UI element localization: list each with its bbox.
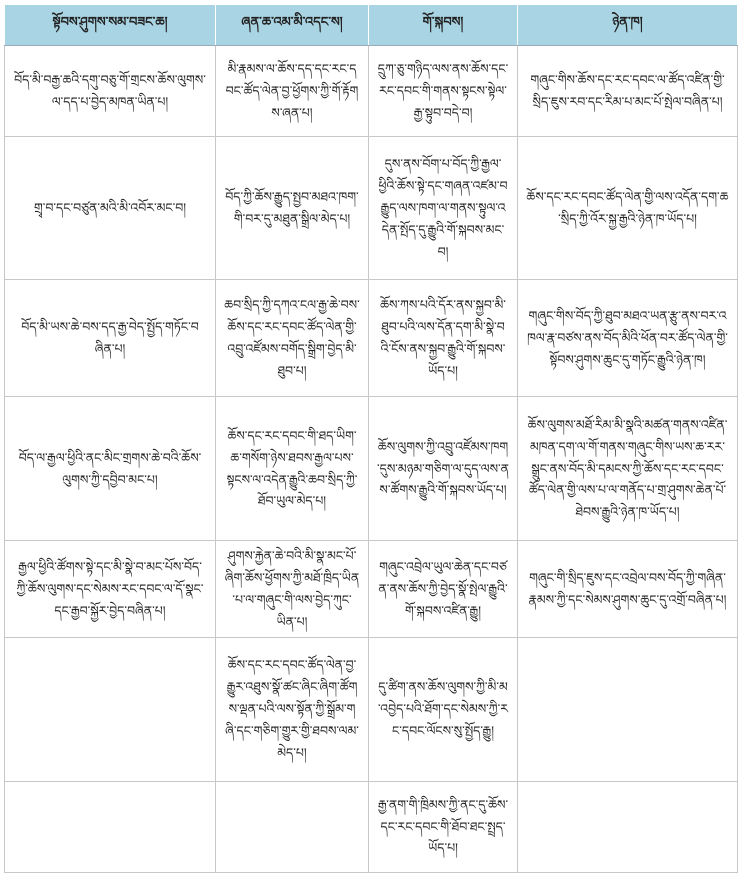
table-cell <box>5 637 216 781</box>
table-cell: ཆོས་ལུགས་མཐོ་རིམ་མི་སྣའི་མཚན་གནས་འཛིན་མཁན་དག་ལ་གོ་གནས་གཞུང་གིས་ཡས་ཆ་རར་སྒྲུང་ནས་བོད་མི་དམངས་ཀྱི་ཆོས་དང་རང་དབང་ཚོད་ལེན་གྱི་ལས་པ་ལ་གནོད་པ་གྲ་ཤུགས་ཆེན་པོ་ཐེབས་རྒྱུའི་ཉེན་ཁ་ཡོད་པ། <box>518 397 738 541</box>
table-cell: མི་རྣམས་ལ་ཆོས་དད་དང་རང་དབང་ཚོད་ལེན་བྱ་ཕྱོགས་ཀྱི་གོ་རྟོགས་ཞན་པ། <box>216 46 369 137</box>
table-cell: དུས་ནས་བོག་པ་བོད་ཀྱི་རྒྱལ་ཕྱིའི་ཆོས་སྟེ་དང་གཞན་འཛམ་བརྒྱུད་ལས་ཁག་ལ་གནས་སྟུལ་འདེན་སྤོད་དུ་རྒྱུའི་གོ་སྐབས་མང་བ། <box>369 137 518 280</box>
table-cell: ཤུགས་རྐྱེན་ཆེ་བའི་མི་སྣ་མང་པོ་ཞིག་ཆོས་ཕྱོགས་ཀྱི་མཐོ་ཁྲིད་ཡིན་པ་ལ་གཞུང་གི་ལས་བྱེད་ཀུང་ཡིན་པ། <box>216 541 369 638</box>
table-cell: ཆོས་དང་རང་དབང་གི་ཐད་ཡིག་ཆ་གསོག་ཉེས་ཐབས་རྒྱལ་པས་སྟངས་ལ་འདེན་རྒྱུའི་ཆབ་སྲིད་ཀྱི་ཐོབ་ཡུལ་མེད་པ། <box>216 397 369 541</box>
table-row <box>5 46 738 137</box>
swot-table-container <box>4 4 737 868</box>
header-strengths: སྟོབས་ཤུགས་སམ་བཟང་ཆ། <box>5 5 216 46</box>
table-cell: དུ་ཚིག་ནས་ཆོས་ལུགས་ཀྱི་མི་མ་འབྱེད་པའི་ཐོག་དང་སེམས་ཀྱི་རང་དབང་ལོངས་སུ་སྤྱོད་རྒྱུ། <box>369 637 518 781</box>
header-opportunities: གོ་སྐབས། <box>369 5 518 46</box>
table-cell: བོད་མི་ཡས་ཆེ་བས་དད་རྒྱ་བེད་སྤྱོད་གཏོང་བཞིན་པ། <box>5 280 216 397</box>
table-cell: ཆོས་ཀས་པའི་དོར་ནས་སྐྱབ་མི་ཐུབ་པའི་ལས་དོན་དག་མི་སྣེ་བའི་ངོས་ནས་སྐྱབ་རྒྱུའི་གོ་སྐབས་ཡོད་པ། <box>369 280 518 397</box>
table-cell: གཞུང་གིས་བོད་ཀྱི་ཐུབ་མཐའ་ཡན་རྩུ་ནས་བར་འཁལ་རྣ་བཙས་ནས་བོད་མིའི་ཕོན་བར་ཚོད་ལེན་གྱི་སྟོབས་ཤུགས་ཆུང་དུ་གཏོང་རྒྱུའི་ཉེན་ཁ། <box>518 280 738 397</box>
table-cell: གཞུང་གིས་ཆོས་དང་རང་དབང་ལ་ཚོད་འཛིན་གྱི་སྲིད་ཇུས་རབ་དང་རིམ་པ་མང་པོ་སྤེལ་བཞིན་པ། <box>518 46 738 137</box>
table-cell: བོད་ལ་རྒྱལ་ཕྱིའི་ནང་མིང་གྲགས་ཆེ་བའི་ཆོས་ལུགས་ཀྱི་དབྱིབ་མང་པ། <box>5 397 216 541</box>
table-cell: བོད་མི་བརྒྱ་ཆའི་དགུ་བཅུ་གོ་གྲངས་ཆོས་ལུགས་ལ་དད་པ་བྱེད་མཁན་ཡིན་པ། <box>5 46 216 137</box>
header-row <box>5 5 738 46</box>
swot-table <box>4 4 738 873</box>
table-cell <box>5 781 216 872</box>
table-row <box>5 637 738 781</box>
table-cell <box>518 637 738 781</box>
table-row <box>5 781 738 872</box>
table-cell <box>518 781 738 872</box>
table-cell: བོད་ཀྱི་ཆོས་རྒྱུད་སྤྱབ་མཐའ་ཁག་གི་བར་དུ་མཐུན་སྒྲིལ་མེད་པ། <box>216 137 369 280</box>
table-cell: ཆབ་སྲིད་ཀྱི་དཀའ་ངལ་རྒྱ་ཆེ་བས་ཆོས་དང་རང་དབང་ཚོད་ལེན་གྱི་འབྲུ་འཛོམས་བགོད་སྒྲིག་བྱེད་མི་ཐུབ་པ། <box>216 280 369 397</box>
table-row <box>5 137 738 280</box>
table-cell: གཞུང་གི་སྲིད་ཇུས་དང་འབྲེལ་བས་བོད་ཀྱི་གཞིན་རྣམས་ཀྱི་དང་སེམས་ཤུགས་ཆུང་དུ་འགྲོ་བཞིན་པ། <box>518 541 738 638</box>
table-cell: གཞུང་འབྲེལ་ཡུལ་ཆེན་དང་བཙན་ནས་ཆོས་ཀྱི་བྱེད་སྣོ་སྤེལ་རྒྱུའི་གོ་སྐབས་འཛིན་རྒྱུ། <box>369 541 518 638</box>
table-cell: ཆོས་དང་རང་དབང་ཚོད་ལེན་གྱི་ལས་འདོན་དག་ཆ་སྲིད་ཀྱི་འོར་སྐྱ་རྒྱའི་ཉེན་ཁ་ཡོད་པ། <box>518 137 738 280</box>
table-row <box>5 541 738 638</box>
table-cell: རྒྱལ་ཕྱིའི་ཚོགས་སྟེ་དང་མི་སྣེ་བ་མང་པོས་བོད་ཀྱི་ཆོས་ལུགས་དང་སེམས་རང་དབང་ལ་དོ་སྣང་དང་རྒྱབ་སྐྱོར་བྱེད་བཞིན་པ། <box>5 541 216 638</box>
header-weaknesses: ཞན་ཆ་འམ་མི་འདང་ས། <box>216 5 369 46</box>
table-row <box>5 397 738 541</box>
header-threats: ཉེན་ཁ། <box>518 5 738 46</box>
table-cell: ཆོས་དང་རང་དབང་ཚོད་ལེན་བྱ་རྒྱུར་འཐུས་སྣོ་ཚང་ཞིང་ཞིག་ཚོགས་ལྡན་པའི་ལས་སྟོན་ཀྱི་སྒྲོམ་གཞི་དང་གཅིག་གྱུར་གྱི་ཐབས་ལམ་མེད་པ། <box>216 637 369 781</box>
table-cell: དྲུཀ་ཅུ་གཉིད་ལས་ནས་ཆོས་དང་རང་དབང་གི་གནས་སྟངས་སྟེལ་རྒྱ་སྟུབ་བདེ་བ། <box>369 46 518 137</box>
table-cell: གྲྭ་བ་དང་བཙུན་མའི་མི་འབོར་མང་བ། <box>5 137 216 280</box>
table-row <box>5 280 738 397</box>
table-cell: ཆོས་ལུགས་ཀྱི་འབྲུ་འཛོམས་ཁག་དུས་མཉམ་གཅིག་ལ་དུད་ལས་ནས་ཚོགས་རྒྱུའི་གོ་སྐབས་ཡོད་པ། <box>369 397 518 541</box>
table-cell <box>216 781 369 872</box>
table-cell: རྒྱ་ནག་གི་ཁྲིམས་ཀྱི་ནང་དུ་ཆོས་དང་རང་དབང་གི་ཐོབ་ཐང་སྤྲད་ཡོད་པ། <box>369 781 518 872</box>
